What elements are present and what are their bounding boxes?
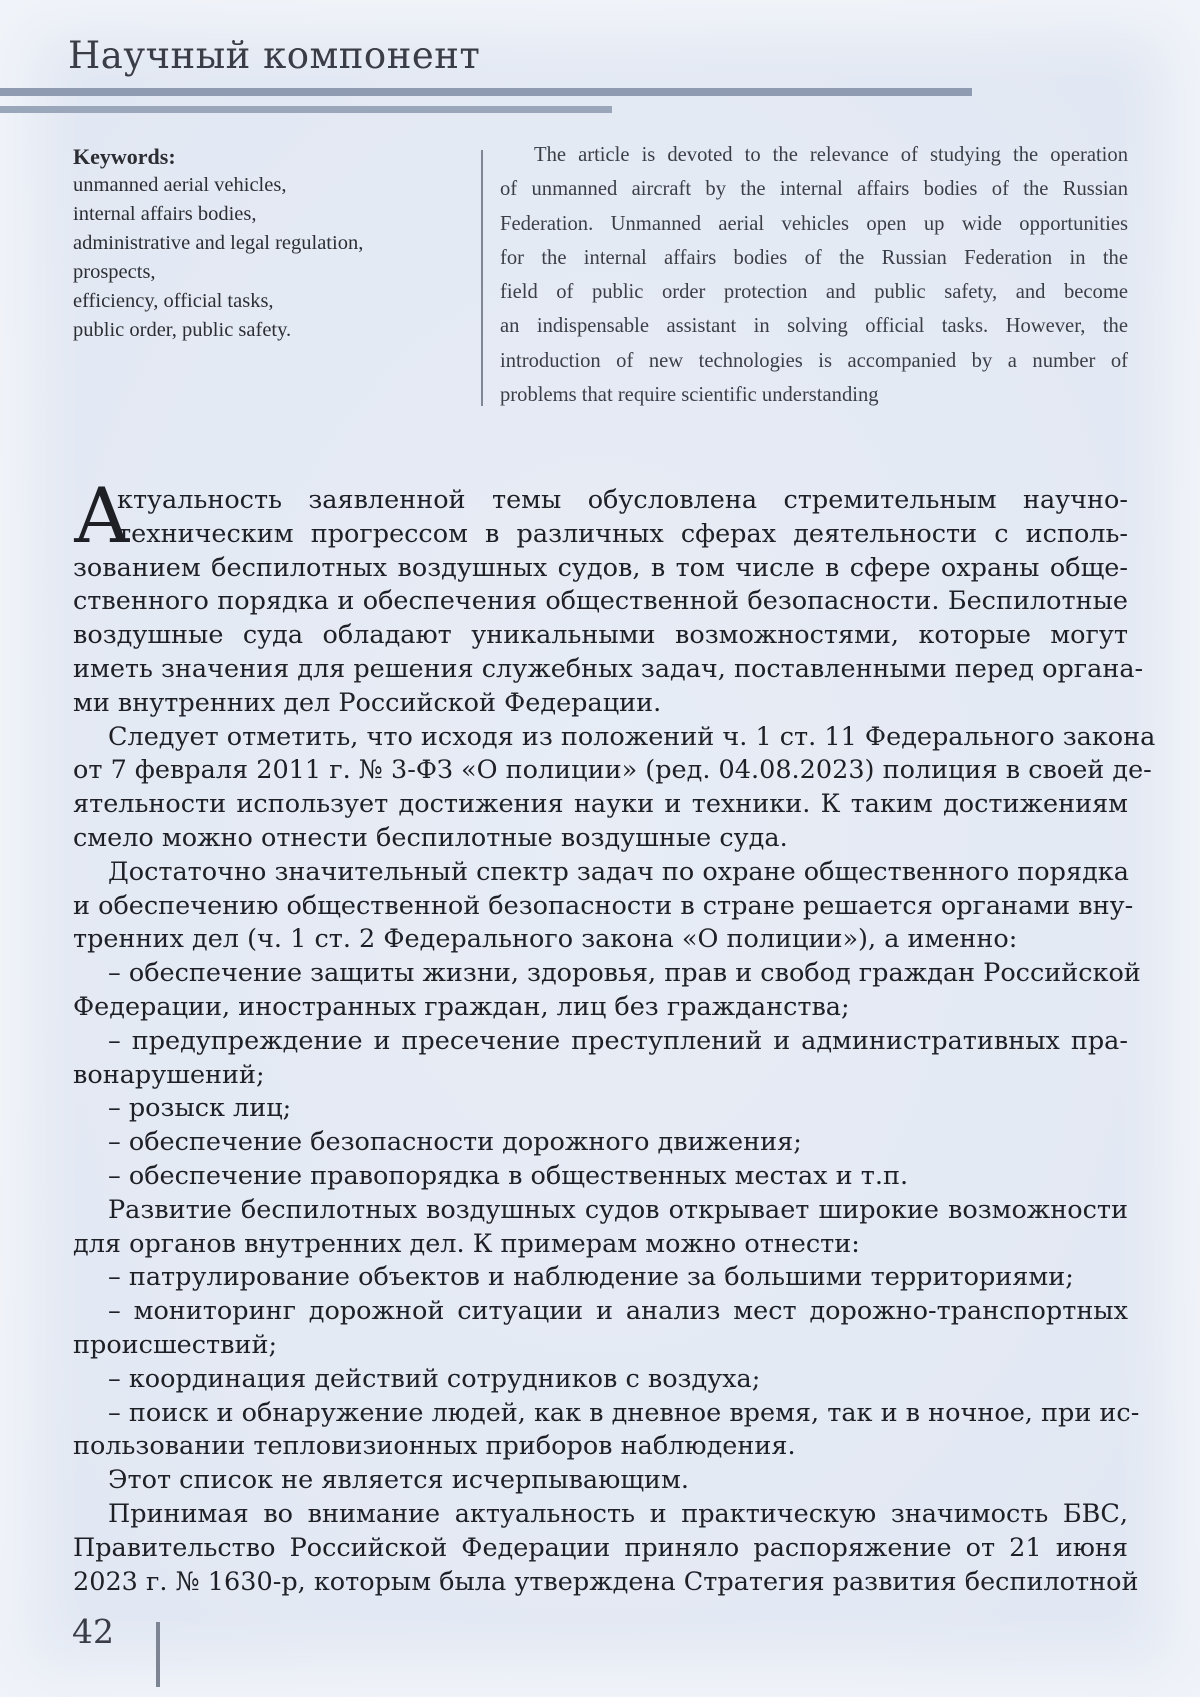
abstract-line: an indispensable assistant in solving official tasks. However, the <box>500 315 1128 338</box>
body-line: тренних дел (ч. 1 ст. 2 Федерального закона «О полиции»), а именно: <box>73 924 1018 955</box>
body-line: – поиск и обнаружение людей, как в дневное время, так и в ночное, при ис- <box>108 1397 1140 1428</box>
body-line: ственного порядка и обеспечения общественной безопасности. Беспилотные <box>73 586 1128 617</box>
abstract-line: The article is devoted to the relevance of studying the operation <box>534 144 1128 166</box>
keywords-title: Keywords: <box>73 144 176 169</box>
body-line: Развитие беспилотных воздушных судов открывает широкие возможности <box>108 1194 1128 1225</box>
drop-cap: А <box>73 471 131 560</box>
body-line: Достаточно значительный спектр задач по охране общественного порядка <box>108 856 1129 887</box>
header-rule-long <box>0 88 972 96</box>
keyword-item: prospects, <box>73 261 156 283</box>
body-line: зованием беспилотных воздушных судов, в том числе в сфере охраны обще- <box>73 552 1128 583</box>
body-line: происшествий; <box>73 1329 278 1360</box>
abstract <box>500 138 1128 412</box>
body-line: Этот список не является исчерпывающим. <box>108 1465 689 1496</box>
body-line: и обеспечению общественной безопасности в стране решается органами вну- <box>73 890 1134 921</box>
body-line: для органов внутренних дел. К примерам можно отнести: <box>73 1228 860 1259</box>
body-line: иметь значения для решения служебных задач, поставленными перед органа- <box>73 653 1144 684</box>
body-line: – обеспечение правопорядка в общественных местах и т.п. <box>108 1160 909 1191</box>
header-rule-short <box>0 106 612 113</box>
article-body <box>73 471 1156 1599</box>
keyword-item: administrative and legal regulation, <box>73 232 364 254</box>
section-title: Научный компонент <box>68 34 481 77</box>
body-line: Правительство Российской Федерации приняло распоряжение от 21 июня <box>73 1532 1128 1563</box>
body-line: 2023 г. № 1630-р, которым была утверждена Стратегия развития беспилотной <box>73 1566 1139 1597</box>
body-line: ми внутренних дел Российской Федерации. <box>73 687 662 718</box>
body-line: – патрулирование объектов и наблюдение за большими территориями; <box>108 1262 1074 1293</box>
body-line: – обеспечение защиты жизни, здоровья, прав и свобод граждан Российской <box>108 958 1141 989</box>
abstract-line: introduction of new technologies is accompanied by a number of <box>500 349 1128 372</box>
body-line: ктуальность заявленной темы обусловлена стремительным научно- <box>117 485 1128 515</box>
body-line: воздушные суда обладают уникальными возможностями, которые могут <box>73 620 1128 651</box>
keywords-block <box>73 142 453 345</box>
keyword-item: unmanned aerial vehicles, <box>73 174 287 196</box>
abstract-line: problems that require scientific understanding <box>500 384 879 407</box>
body-line: вонарушений; <box>73 1059 265 1090</box>
body-line: – мониторинг дорожной ситуации и анализ мест дорожно-транспортных <box>108 1296 1128 1327</box>
body-line: смело можно отнести беспилотные воздушные суда. <box>73 822 788 853</box>
body-line: – розыск лиц; <box>108 1093 292 1124</box>
abstract-line: of unmanned aircraft by the internal affairs bodies of the Russian <box>500 178 1128 201</box>
body-line: Следует отметить, что исходя из положений ч. 1 ст. 11 Федерального закона <box>108 721 1156 752</box>
page-number: 42 <box>72 1612 114 1651</box>
body-line: Федерации, иностранных граждан, лиц без гражданства; <box>73 991 850 1022</box>
body-line: Принимая во внимание актуальность и практическую значимость БВС, <box>108 1498 1128 1529</box>
body-line: техническим прогрессом в различных сферах деятельности с исполь- <box>117 518 1128 549</box>
body-line: от 7 февраля 2011 г. № 3-ФЗ «О полиции» (ред. 04.08.2023) полиция в своей де- <box>73 755 1152 786</box>
abstract-line: Federation. Unmanned aerial vehicles open up wide opportunities <box>500 212 1128 235</box>
body-line: пользовании тепловизионных приборов наблюдения. <box>73 1431 796 1462</box>
footer-bar <box>156 1622 160 1687</box>
keyword-item: internal affairs bodies, <box>73 203 257 225</box>
body-line: – предупреждение и пресечение преступлений и административных пра- <box>108 1025 1128 1056</box>
keyword-item: efficiency, official tasks, <box>73 290 274 312</box>
column-divider <box>481 150 483 406</box>
abstract-line: for the internal affairs bodies of the Russian Federation in the <box>500 246 1128 269</box>
body-line: ятельности использует достижения науки и техники. К таким достижениям <box>73 789 1128 820</box>
body-line: – обеспечение безопасности дорожного движения; <box>108 1127 802 1158</box>
body-line: – координация действий сотрудников с воздуха; <box>108 1363 761 1394</box>
abstract-line: field of public order protection and public safety, and become <box>500 281 1128 304</box>
keyword-item: public order, public safety. <box>73 319 292 341</box>
